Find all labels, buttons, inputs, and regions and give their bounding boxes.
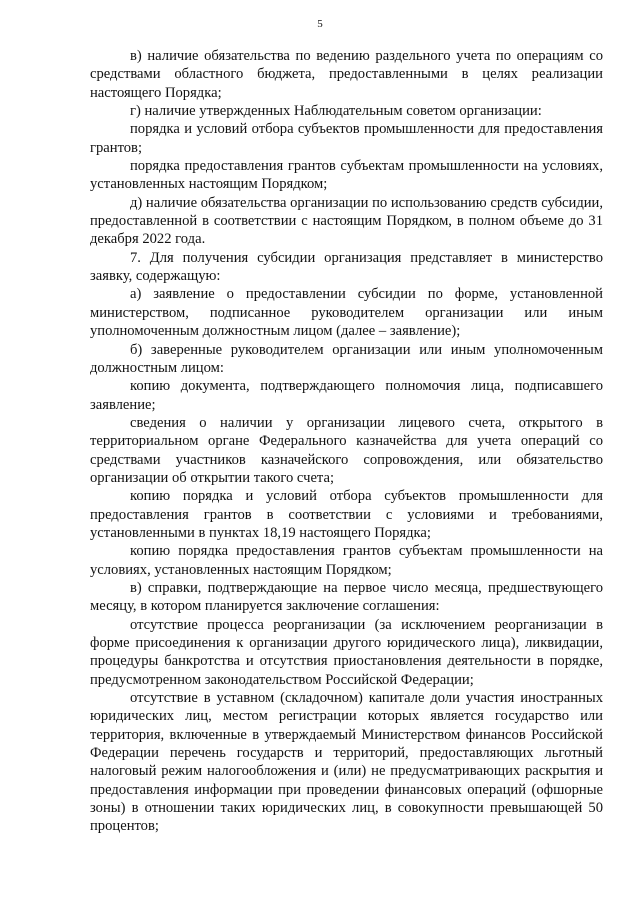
paragraph-selection-copy: копию порядка и условий отбора субъектов промышленности для предоставления грантов в соответствии с условиями и требованиями, установленными в пунктах 18,19 настоящего Порядка; [90,488,603,541]
paragraph-personal-account-info: сведения о наличии у организации лицевого счета, открытого в территориальном органе Федерального казначейства для учета операций со средствами участников казначейского сопровождения, или обязательство организации об открытии такого счета; [90,414,603,486]
paragraph-no-reorganization: отсутствие процесса реорганизации (за исключением реорганизации в форме присоединения к организации другого юридического лица), ликвидации, процедуры банкротства и отсутствия приостановления деятельности в порядке, предусмотренном законодательством Российской Федерации; [90,616,603,688]
paragraph-selection-procedure: порядка и условий отбора субъектов промышленности для предоставления грантов; [90,121,603,156]
paragraph-7-application: 7. Для получения субсидии организация представляет в министерство заявку, содержащую: [90,249,603,285]
paragraph-authority-copy: копию документа, подтверждающего полномочия лица, подписавшего заявление; [90,378,603,413]
paragraph-grant-procedure-copy: копию порядка предоставления грантов субъектам промышленности на условиях, установленных настоящим Порядком; [90,543,603,578]
paragraph-g-approved-documents: г) наличие утвержденных Наблюдательным советом организации: [130,103,542,120]
paragraph-no-offshore-share: отсутствие в уставном (складочном) капитале доли участия иностранных юридических лиц, местом регистрации которых является государство или территория, включенные в утверждаемый Министерством финансов Российской Федерации перечень государств и территорий, предоставляющих льготный налоговый режим налогообложения и (или) не предусматривающих раскрытия и предоставления информации при проведении финансовых операций (офшорные зоны) в отношении таких юридических лиц, в совокупности превышающей 50 процентов; [90,690,603,835]
paragraph-grant-procedure: порядка предоставления грантов субъектам промышленности на условиях, установленных настоящим Порядком; [90,158,603,193]
paragraph-v-certificates: в) справки, подтверждающие на первое число месяца, предшествующего месяцу, в котором планируется заключение соглашения: [90,579,603,615]
document-body [90,47,603,836]
paragraph-a-statement: а) заявление о предоставлении субсидии по форме, установленной министерством, подписанное руководителем организации или иным уполномоченным должностным лицом (далее – заявление); [90,286,603,340]
paragraph-v-separate-accounting: в) наличие обязательства по ведению раздельного учета по операциям со средствами областного бюджета, предоставленными в целях реализации настоящего Порядка; [90,48,603,101]
paragraph-b-certified-documents: б) заверенные руководителем организации или иным уполномоченным должностным лицом: [90,341,603,376]
page-number: 5 [317,18,323,30]
paragraph-d-subsidy-use-obligation: д) наличие обязательства организации по использованию средств субсидии, предоставленной в соответствии с настоящим Порядком, в полном объеме до 31 декабря 2022 года. [90,194,604,248]
